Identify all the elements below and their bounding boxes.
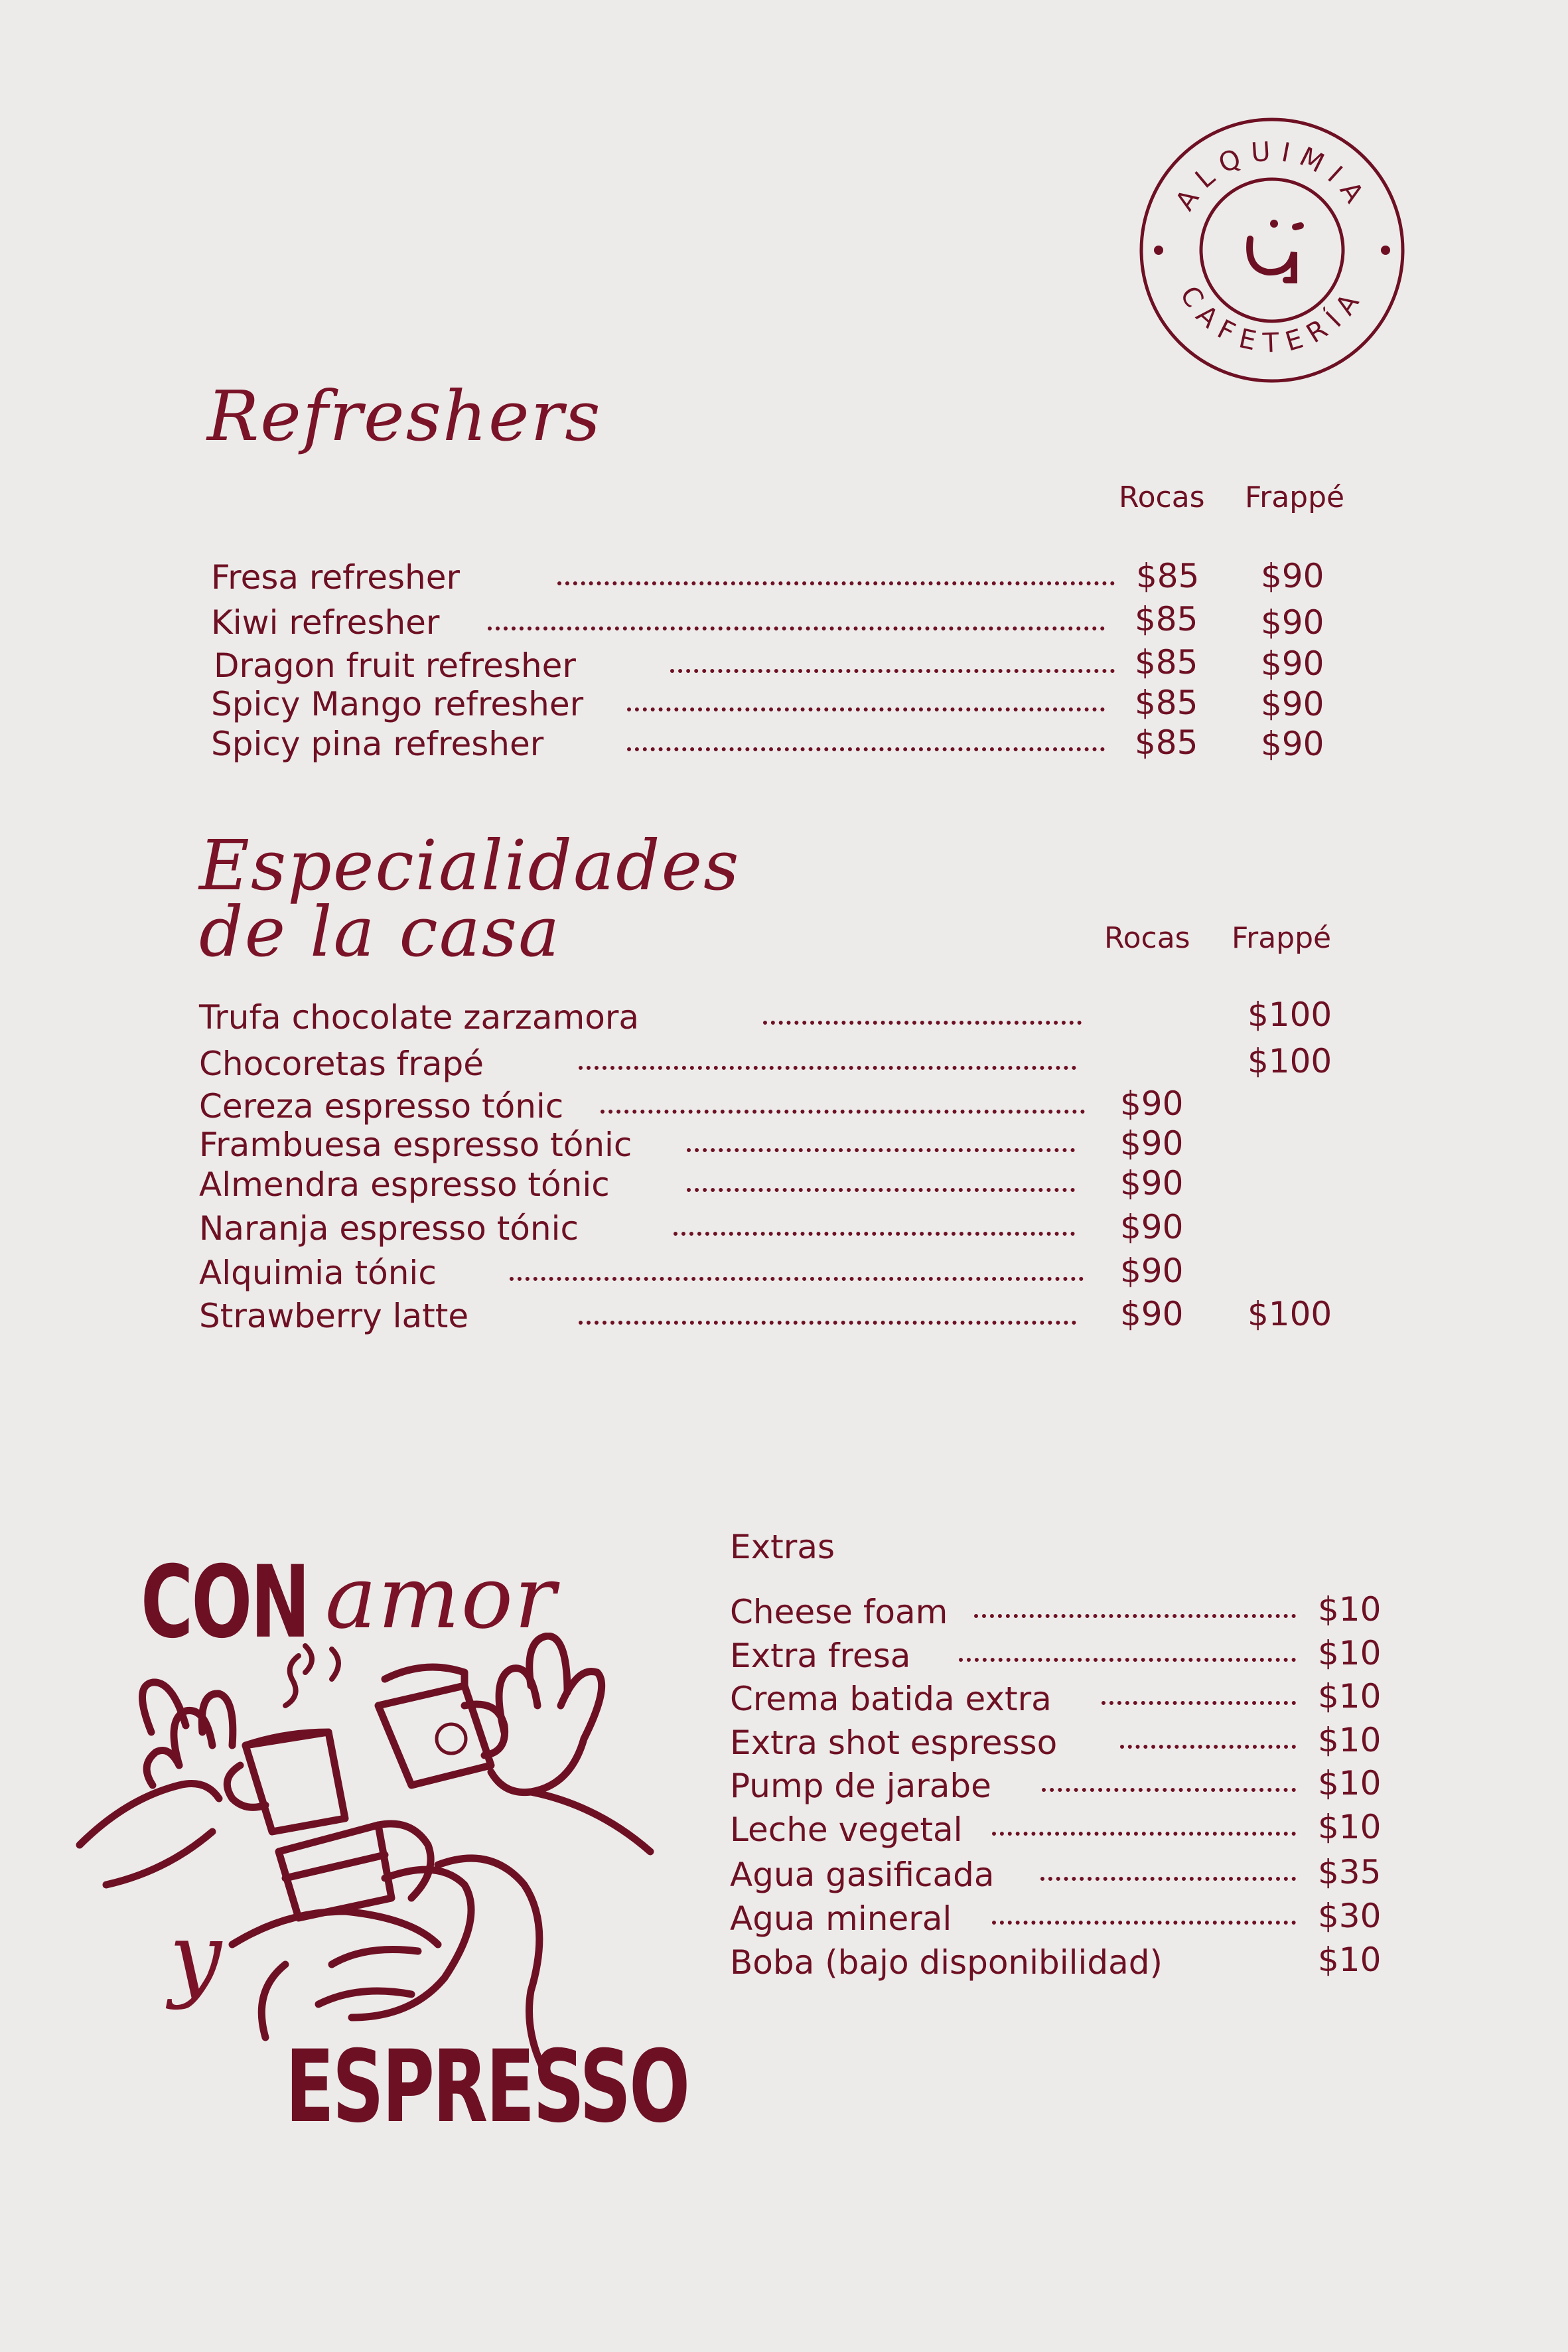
refreshers-item-rocas: $85	[1136, 557, 1200, 595]
extras-title: Extras	[730, 1528, 835, 1566]
word-amor: amor	[325, 1547, 557, 1648]
extras-item-price: $10	[1318, 1941, 1382, 1979]
dotted-leader	[510, 1277, 1084, 1281]
svg-text:ALQUIMIA	[1170, 136, 1374, 216]
logo-badge	[1136, 114, 1408, 386]
word-y: y	[169, 1903, 224, 2012]
especialidades-item-rocas: $90	[1120, 1208, 1184, 1246]
hands-coffee-illustration	[66, 1633, 677, 2071]
dotted-leader	[687, 1188, 1075, 1192]
especialidades-item-name: Cereza espresso tónic	[199, 1087, 564, 1126]
refreshers-item-frappe: $90	[1261, 557, 1324, 595]
word-con: CON	[141, 1545, 309, 1660]
extras-item-name: Pump de jarabe	[730, 1767, 991, 1805]
dotted-leader	[579, 1321, 1076, 1325]
logo-top-text: ALQUIMIA	[1169, 135, 1375, 216]
dotted-leader	[974, 1614, 1296, 1618]
especialidades-item-frappe: $100	[1247, 995, 1332, 1034]
especialidades-item-rocas: $90	[1120, 1084, 1184, 1123]
especialidades-item-name: Strawberry latte	[199, 1297, 469, 1335]
refreshers-item-frappe: $90	[1261, 685, 1324, 723]
refreshers-item-name: Spicy pina refresher	[211, 725, 544, 763]
dotted-leader	[1102, 1701, 1296, 1705]
especialidades-item-name: Almendra espresso tónic	[199, 1165, 610, 1204]
especialidades-item-name: Chocoretas frapé	[199, 1045, 484, 1083]
especialidades-item-name: Alquimia tónic	[199, 1254, 437, 1292]
dotted-leader	[601, 1110, 1085, 1114]
dotted-leader	[1040, 1877, 1296, 1881]
refreshers-item-rocas: $85	[1135, 684, 1198, 722]
extras-item-name: Leche vegetal	[730, 1810, 963, 1849]
dotted-leader	[579, 1066, 1076, 1070]
refreshers-title: Refreshers	[207, 376, 602, 457]
extras-item-name: Extra shot espresso	[730, 1724, 1058, 1762]
extras-item-price: $10	[1318, 1677, 1382, 1716]
refreshers-item-frappe: $90	[1261, 725, 1324, 763]
refreshers-item-name: Fresa refresher	[211, 558, 461, 597]
especialidades-item-rocas: $90	[1120, 1124, 1184, 1163]
smiley-icon	[1249, 220, 1301, 280]
extras-item-price: $35	[1318, 1853, 1382, 1891]
especialidades-item-rocas: $90	[1120, 1164, 1184, 1203]
dotted-leader	[992, 1921, 1296, 1925]
dotted-leader	[670, 669, 1115, 673]
dotted-leader	[488, 626, 1105, 630]
especialidades-item-name: Naranja espresso tónic	[199, 1209, 579, 1248]
dotted-leader	[687, 1148, 1075, 1152]
dotted-leader	[557, 581, 1115, 585]
especialidades-col-rocas: Rocas	[1104, 921, 1190, 955]
extras-item-price: $10	[1318, 1764, 1382, 1802]
extras-item-name: Agua mineral	[730, 1899, 952, 1938]
dotted-leader	[1120, 1745, 1296, 1749]
especialidades-item-frappe: $100	[1247, 1042, 1332, 1080]
extras-item-name: Extra fresa	[730, 1637, 911, 1675]
word-espresso: ESPRESSO	[285, 2029, 689, 2145]
extras-item-price: $10	[1318, 1634, 1382, 1672]
refreshers-col-frappe: Frappé	[1245, 480, 1345, 514]
especialidades-item-name: Trufa chocolate zarzamora	[199, 998, 640, 1037]
extras-item-price: $10	[1318, 1590, 1382, 1629]
dotted-leader	[1042, 1788, 1296, 1792]
refreshers-item-rocas: $85	[1135, 600, 1198, 638]
especialidades-item-rocas: $90	[1120, 1252, 1184, 1290]
dotted-leader	[627, 707, 1105, 711]
refreshers-col-rocas: Rocas	[1119, 480, 1205, 514]
especialidades-item-name: Frambuesa espresso tónic	[199, 1126, 632, 1164]
extras-item-price: $10	[1318, 1721, 1382, 1759]
especialidades-item-rocas: $90	[1120, 1295, 1184, 1333]
extras-item-price: $10	[1318, 1808, 1382, 1846]
refreshers-item-name: Kiwi refresher	[211, 603, 440, 642]
refreshers-item-name: Spicy Mango refresher	[211, 685, 584, 723]
extras-item-name: Agua gasificada	[730, 1856, 995, 1894]
extras-item-name: Boba (bajo disponibilidad)	[730, 1943, 1163, 1982]
logo-bottom-text: CAFETERÍA	[1173, 281, 1371, 359]
extras-item-price: $30	[1318, 1897, 1382, 1935]
refreshers-item-frappe: $90	[1261, 644, 1324, 683]
dotted-leader	[959, 1658, 1296, 1662]
dotted-leader	[763, 1021, 1082, 1025]
extras-item-name: Cheese foam	[730, 1593, 948, 1631]
refreshers-item-rocas: $85	[1135, 723, 1198, 762]
extras-item-name: Crema batida extra	[730, 1680, 1052, 1718]
dotted-leader	[627, 747, 1105, 751]
especialidades-title-line1: Especialidades	[199, 825, 741, 906]
especialidades-title-line2: de la casa	[199, 891, 561, 972]
refreshers-item-name: Dragon fruit refresher	[214, 646, 576, 685]
refreshers-item-rocas: $85	[1135, 643, 1198, 682]
alquimia-logo	[1136, 114, 1408, 386]
dotted-leader	[674, 1232, 1075, 1236]
especialidades-item-frappe: $100	[1247, 1295, 1332, 1333]
especialidades-col-frappe: Frappé	[1232, 921, 1332, 955]
refreshers-item-frappe: $90	[1261, 603, 1324, 642]
dotted-leader	[992, 1832, 1296, 1836]
